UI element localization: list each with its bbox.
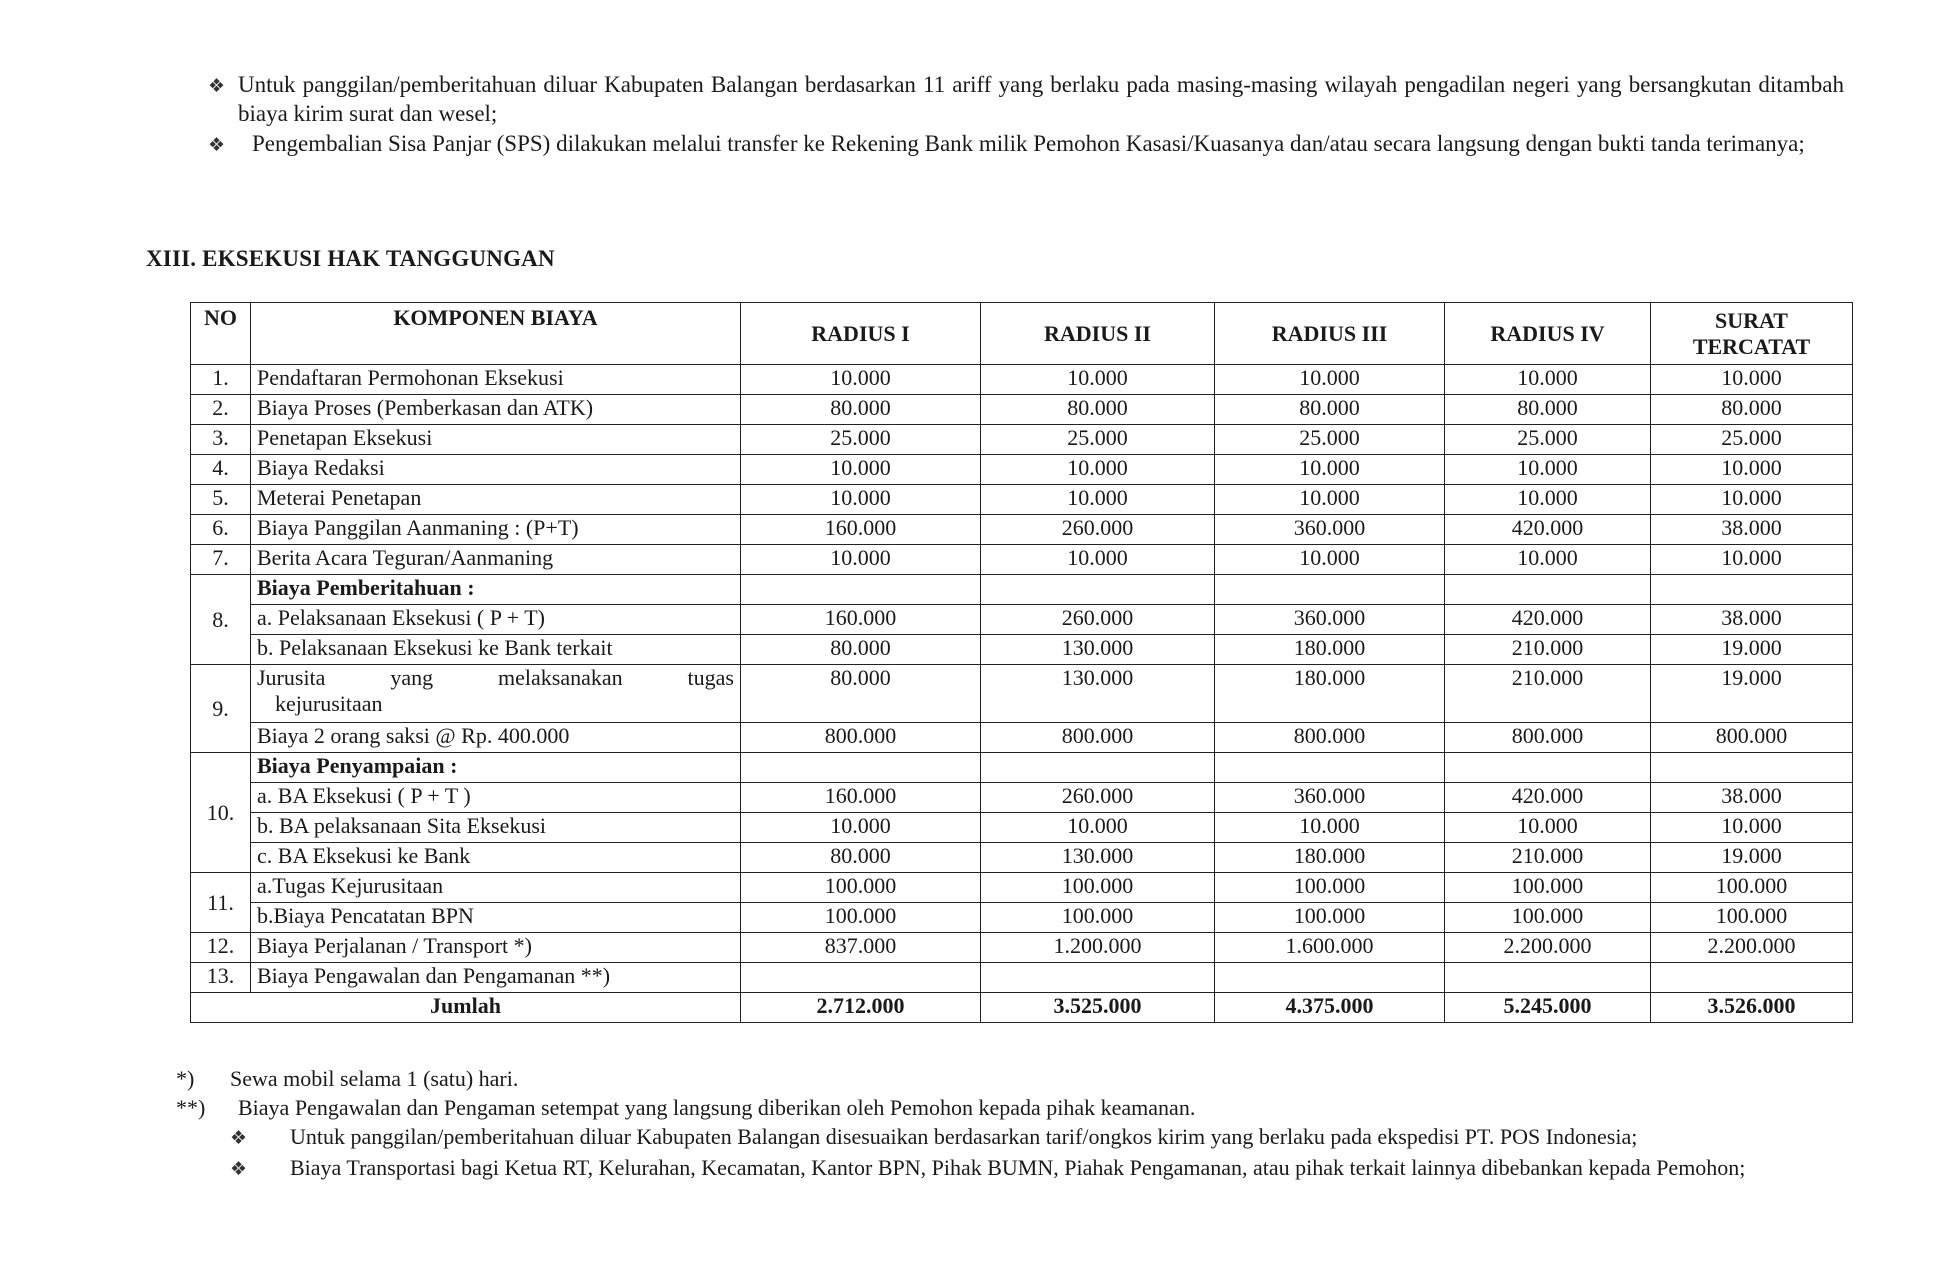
- table-row: [191, 395, 1853, 425]
- row-label-line: kejurusitaan: [275, 691, 383, 716]
- cell-value: 25.000: [981, 425, 1215, 455]
- cell-value: 38.000: [1651, 515, 1853, 545]
- cell-value: 100.000: [981, 873, 1215, 903]
- table-row: [191, 933, 1853, 963]
- cell-value: 10.000: [981, 485, 1215, 515]
- row-number: 2.: [191, 395, 251, 425]
- cell-value: [741, 963, 981, 993]
- cell-value: 80.000: [1651, 395, 1853, 425]
- cell-value: 180.000: [1215, 843, 1445, 873]
- table-row: [191, 425, 1853, 455]
- row-label: c. BA Eksekusi ke Bank: [251, 843, 741, 873]
- empty-cell: [1215, 753, 1445, 783]
- row-number: 11.: [191, 873, 251, 933]
- cell-value: 420.000: [1445, 515, 1651, 545]
- cell-value: 10.000: [741, 813, 981, 843]
- empty-cell: [1445, 575, 1651, 605]
- row-number: 6.: [191, 515, 251, 545]
- cell-value: 800.000: [1215, 723, 1445, 753]
- table-row: [191, 963, 1853, 993]
- header-radius-1: RADIUS I: [741, 303, 981, 365]
- cell-value: 360.000: [1215, 783, 1445, 813]
- cell-value: 10.000: [1651, 365, 1853, 395]
- row-number: 4.: [191, 455, 251, 485]
- cell-value: 10.000: [1651, 813, 1853, 843]
- cell-value: 25.000: [1215, 425, 1445, 455]
- row-label: a.Tugas Kejurusitaan: [251, 873, 741, 903]
- row-label: Biaya 2 orang saksi @ Rp. 400.000: [251, 723, 741, 753]
- footnote: [176, 1064, 1848, 1093]
- cell-value: 160.000: [741, 783, 981, 813]
- cell-value: 19.000: [1651, 635, 1853, 665]
- cell-value: 10.000: [981, 455, 1215, 485]
- row-number: 3.: [191, 425, 251, 455]
- cell-value: 420.000: [1445, 605, 1651, 635]
- bullet-item: [208, 70, 1844, 128]
- cell-value: 10.000: [741, 485, 981, 515]
- cell-value: 1.600.000: [1215, 933, 1445, 963]
- cell-value: 80.000: [741, 665, 981, 723]
- row-label: a. BA Eksekusi ( P + T ): [251, 783, 741, 813]
- table-row: [191, 605, 1853, 635]
- footnote-key: *): [176, 1066, 195, 1091]
- cell-value: 10.000: [741, 545, 981, 575]
- cell-value: 180.000: [1215, 635, 1445, 665]
- row-number: 12.: [191, 933, 251, 963]
- bullet-text: Pengembalian Sisa Panjar (SPS) dilakukan melalui transfer ke Rekening Bank milik Pemohon Kasasi/Kuasanya dan/atau secara langsung dengan bukti tanda terimanya;: [252, 131, 1805, 156]
- table-row: [191, 455, 1853, 485]
- cell-value: 10.000: [1215, 455, 1445, 485]
- cell-value: [1651, 963, 1853, 993]
- footnote: [176, 1093, 1848, 1122]
- table-row: [191, 545, 1853, 575]
- cell-value: 25.000: [1651, 425, 1853, 455]
- header-radius-2: RADIUS II: [981, 303, 1215, 365]
- total-value: 3.526.000: [1651, 993, 1853, 1023]
- bullet-item: [176, 1153, 1848, 1184]
- header-surat-tercatat: SURAT TERCATAT: [1651, 303, 1853, 365]
- top-bullet-list: [208, 70, 1844, 161]
- cell-value: 800.000: [741, 723, 981, 753]
- row-label-line: Jurusita yang melaksanakan tugas: [257, 665, 734, 690]
- cell-value: 80.000: [1215, 395, 1445, 425]
- cell-value: 19.000: [1651, 665, 1853, 723]
- cell-value: 10.000: [1651, 455, 1853, 485]
- cell-value: [1215, 963, 1445, 993]
- cell-value: [981, 963, 1215, 993]
- cell-value: 19.000: [1651, 843, 1853, 873]
- cell-value: 10.000: [741, 365, 981, 395]
- cell-value: 2.200.000: [1651, 933, 1853, 963]
- cell-value: 80.000: [741, 843, 981, 873]
- cell-value: 10.000: [981, 545, 1215, 575]
- empty-cell: [741, 575, 981, 605]
- empty-cell: [981, 753, 1215, 783]
- cell-value: 80.000: [981, 395, 1215, 425]
- row-number: 7.: [191, 545, 251, 575]
- row-label: [251, 665, 741, 723]
- cell-value: 100.000: [1215, 873, 1445, 903]
- cell-value: 10.000: [1215, 365, 1445, 395]
- bullet-text: Biaya Transportasi bagi Ketua RT, Kelurahan, Kecamatan, Kantor BPN, Pihak BUMN, Piahak Pengamanan, atau pihak terkait lainnya dibebankan kepada Pemohon;: [290, 1155, 1746, 1180]
- cell-value: 25.000: [741, 425, 981, 455]
- table-row: [191, 903, 1853, 933]
- bullet-item: [176, 1122, 1848, 1153]
- cell-value: 10.000: [1445, 813, 1651, 843]
- row-number: 10.: [191, 753, 251, 873]
- total-value: 2.712.000: [741, 993, 981, 1023]
- cell-value: 25.000: [1445, 425, 1651, 455]
- cell-value: 10.000: [1215, 813, 1445, 843]
- diamond-bullet-icon: ❖: [208, 134, 226, 156]
- row-label: Biaya Proses (Pemberkasan dan ATK): [251, 395, 741, 425]
- empty-cell: [1651, 575, 1853, 605]
- total-label: Jumlah: [191, 993, 741, 1023]
- row-number: 5.: [191, 485, 251, 515]
- cell-value: 10.000: [981, 365, 1215, 395]
- cell-value: 2.200.000: [1445, 933, 1651, 963]
- cell-value: 210.000: [1445, 665, 1651, 723]
- row-label: b. BA pelaksanaan Sita Eksekusi: [251, 813, 741, 843]
- section-title: XIII. EKSEKUSI HAK TANGGUNGAN: [146, 246, 555, 271]
- cell-value: 130.000: [981, 665, 1215, 723]
- cell-value: 10.000: [1445, 545, 1651, 575]
- cell-value: 38.000: [1651, 783, 1853, 813]
- row-number: 8.: [191, 575, 251, 665]
- table-row: [191, 635, 1853, 665]
- cell-value: 10.000: [1215, 485, 1445, 515]
- cell-value: 800.000: [1445, 723, 1651, 753]
- cell-value: 80.000: [741, 395, 981, 425]
- cell-value: 10.000: [981, 813, 1215, 843]
- cell-value: 800.000: [1651, 723, 1853, 753]
- row-label: Pendaftaran Permohonan Eksekusi: [251, 365, 741, 395]
- cell-value: 160.000: [741, 605, 981, 635]
- cell-value: 100.000: [1445, 873, 1651, 903]
- total-value: 5.245.000: [1445, 993, 1651, 1023]
- cell-value: 10.000: [1651, 485, 1853, 515]
- row-label: Berita Acara Teguran/Aanmaning: [251, 545, 741, 575]
- header-komponen: KOMPONEN BIAYA: [251, 303, 741, 365]
- cell-value: 100.000: [741, 873, 981, 903]
- cell-value: 160.000: [741, 515, 981, 545]
- total-value: 3.525.000: [981, 993, 1215, 1023]
- table-row: [191, 365, 1853, 395]
- row-label: Biaya Pengawalan dan Pengamanan **): [251, 963, 741, 993]
- row-number: 13.: [191, 963, 251, 993]
- cell-value: 180.000: [1215, 665, 1445, 723]
- cell-value: 210.000: [1445, 635, 1651, 665]
- table-row: [191, 515, 1853, 545]
- bullet-text: Untuk panggilan/pemberitahuan diluar Kabupaten Balangan disesuaikan berdasarkan tarif/ongkos kirim yang berlaku pada ekspedisi PT. POS Indonesia;: [290, 1124, 1638, 1149]
- row-number: 1.: [191, 365, 251, 395]
- group-heading: Biaya Penyampaian :: [251, 753, 741, 783]
- cell-value: 800.000: [981, 723, 1215, 753]
- cell-value: 100.000: [1651, 873, 1853, 903]
- cell-value: 100.000: [981, 903, 1215, 933]
- table-row: [191, 575, 1853, 605]
- cell-value: [1445, 963, 1651, 993]
- cell-value: 360.000: [1215, 515, 1445, 545]
- cell-value: 10.000: [1215, 545, 1445, 575]
- fee-table: [190, 302, 1853, 1023]
- bullet-item: [208, 129, 1844, 160]
- row-label: Meterai Penetapan: [251, 485, 741, 515]
- cell-value: 360.000: [1215, 605, 1445, 635]
- total-row: [191, 993, 1853, 1023]
- cell-value: 100.000: [1651, 903, 1853, 933]
- empty-cell: [1445, 753, 1651, 783]
- cell-value: 260.000: [981, 783, 1215, 813]
- total-value: 4.375.000: [1215, 993, 1445, 1023]
- cell-value: 420.000: [1445, 783, 1651, 813]
- cell-value: 10.000: [1651, 545, 1853, 575]
- cell-value: 100.000: [1215, 903, 1445, 933]
- row-label: a. Pelaksanaan Eksekusi ( P + T): [251, 605, 741, 635]
- cell-value: 260.000: [981, 515, 1215, 545]
- cell-value: 1.200.000: [981, 933, 1215, 963]
- cell-value: 10.000: [1445, 365, 1651, 395]
- row-label: Penetapan Eksekusi: [251, 425, 741, 455]
- cell-value: 38.000: [1651, 605, 1853, 635]
- header-radius-3: RADIUS III: [1215, 303, 1445, 365]
- empty-cell: [1215, 575, 1445, 605]
- cell-value: 130.000: [981, 843, 1215, 873]
- diamond-bullet-icon: ❖: [208, 75, 226, 97]
- empty-cell: [1651, 753, 1853, 783]
- cell-value: 130.000: [981, 635, 1215, 665]
- row-label: Biaya Panggilan Aanmaning : (P+T): [251, 515, 741, 545]
- row-label: b.Biaya Pencatatan BPN: [251, 903, 741, 933]
- cell-value: 210.000: [1445, 843, 1651, 873]
- cell-value: 80.000: [1445, 395, 1651, 425]
- table-row: [191, 783, 1853, 813]
- header-no: NO: [191, 303, 251, 365]
- table-row: [191, 665, 1853, 723]
- bullet-text: Untuk panggilan/pemberitahuan diluar Kabupaten Balangan berdasarkan 11 ariff yang berlaku pada masing-masing wilayah pengadilan negeri yang bersangkutan ditambah biaya kirim surat dan wesel;: [238, 72, 1844, 126]
- empty-cell: [981, 575, 1215, 605]
- header-radius-4: RADIUS IV: [1445, 303, 1651, 365]
- table-row: [191, 753, 1853, 783]
- cell-value: 10.000: [1445, 485, 1651, 515]
- table-header-row: [191, 303, 1853, 365]
- diamond-bullet-icon: ❖: [230, 1127, 248, 1149]
- diamond-bullet-icon: ❖: [230, 1158, 248, 1180]
- cell-value: 10.000: [1445, 455, 1651, 485]
- cell-value: 100.000: [1445, 903, 1651, 933]
- footnote-text: Biaya Pengawalan dan Pengaman setempat yang langsung diberikan oleh Pemohon kepada pihak keamanan.: [238, 1095, 1196, 1120]
- table-row: [191, 485, 1853, 515]
- cell-value: 10.000: [741, 455, 981, 485]
- footnote-key: **): [176, 1095, 206, 1120]
- cell-value: 80.000: [741, 635, 981, 665]
- table-row: [191, 873, 1853, 903]
- group-heading: Biaya Pemberitahuan :: [251, 575, 741, 605]
- cell-value: 837.000: [741, 933, 981, 963]
- empty-cell: [741, 753, 981, 783]
- row-label: b. Pelaksanaan Eksekusi ke Bank terkait: [251, 635, 741, 665]
- table-row: [191, 723, 1853, 753]
- table-row: [191, 813, 1853, 843]
- row-label: Biaya Redaksi: [251, 455, 741, 485]
- row-label: Biaya Perjalanan / Transport *): [251, 933, 741, 963]
- cell-value: 100.000: [741, 903, 981, 933]
- cell-value: 260.000: [981, 605, 1215, 635]
- footnote-text: Sewa mobil selama 1 (satu) hari.: [230, 1066, 519, 1091]
- row-number: 9.: [191, 665, 251, 753]
- footnotes: [176, 1064, 1848, 1184]
- table-row: [191, 843, 1853, 873]
